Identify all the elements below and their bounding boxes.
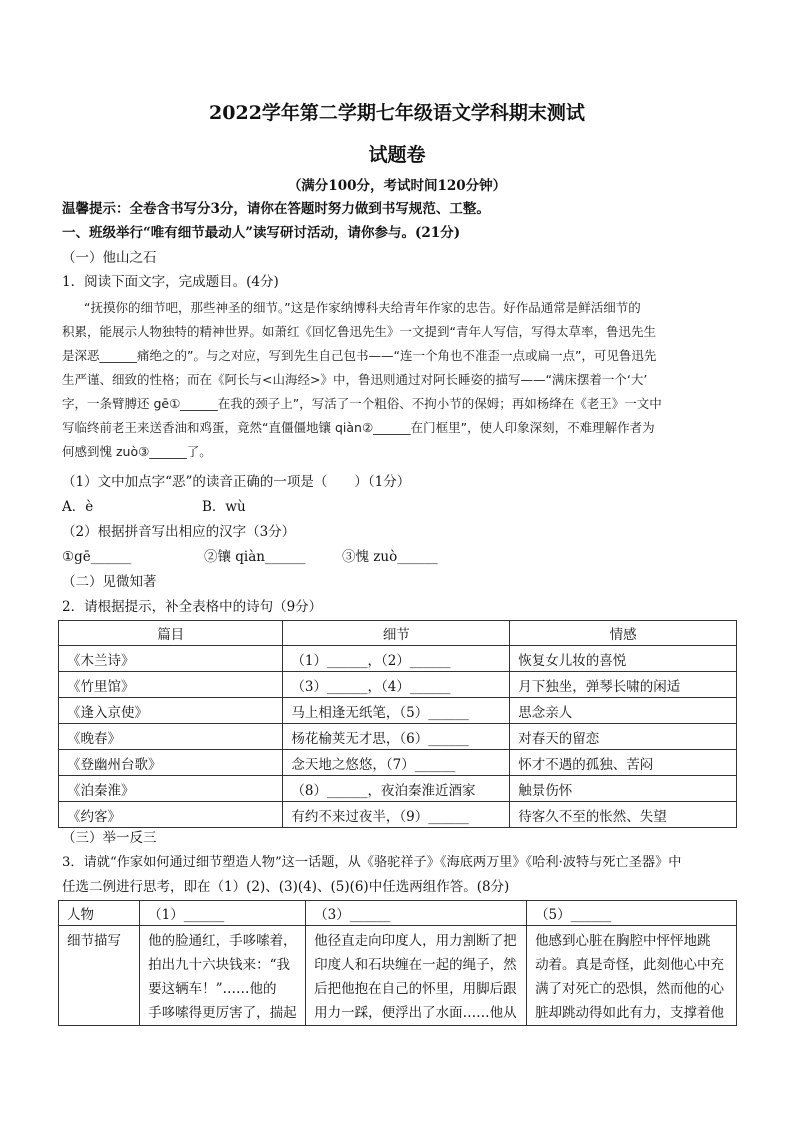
passage-line: 写临终前老王来送香油和鸡蛋，竟然“直僵僵地镶 qiàn②______在门框里”，使人印象深刻，不难理解作者为: [62, 420, 655, 435]
table-cell: （1）______，（2）______: [283, 646, 510, 672]
pinyin-blank-3: ③愧 zuò______: [342, 549, 438, 565]
table-cell: 《登幽州台歌》: [59, 750, 283, 776]
table-row: [59, 724, 737, 750]
table-cell: 触景伤怀: [510, 776, 737, 802]
poem-table: [58, 620, 737, 828]
detail-line: 动着。真是奇怪，此刻他心中充: [535, 957, 725, 973]
detail-cell: [306, 926, 527, 1026]
table-cell: 《泊秦淮》: [59, 776, 283, 802]
table-cell: 《约客》: [59, 802, 283, 828]
pinyin-blank-2: ②镶 qiàn______: [204, 549, 306, 565]
q1-title: 1．阅读下面文字，完成题目。(4分): [62, 274, 279, 290]
table-cell: 恢复女儿妆的喜悦: [510, 646, 737, 672]
column-header: 情感: [510, 621, 737, 646]
exam-title: 2022学年第二学期七年级语文学科期末测试: [209, 102, 585, 124]
column-header: 篇目: [59, 621, 283, 646]
passage-line: 是深恶______痛绝之的”。与之对应，写到先生自己包书——“连一个角也不准歪一点或扁一点”，可见鲁迅先: [62, 348, 657, 363]
table-row: [59, 901, 737, 926]
detail-line: 他感到心脏在胸腔中怦怦地跳: [535, 933, 711, 949]
part3-heading: （三）举一反三: [62, 830, 157, 846]
detail-line: 满了对死亡的恐惧，然而他的心: [535, 981, 725, 997]
part1-heading: （一）他山之石: [62, 250, 157, 266]
exam-subtitle: 试题卷: [368, 144, 426, 166]
detail-line: 他径直走向印度人，用力割断了把: [314, 933, 517, 949]
table-cell: 月下独坐，弹琴长啸的闲适: [510, 672, 737, 698]
option-b: B．wù: [202, 499, 246, 515]
detail-line: 用力一踩，便浮出了水面……他从: [314, 1005, 517, 1021]
passage-line: 字，一条臂膊还 gē①______在我的颈子上”，写活了一个粗俗、不拘小节的保姆；再如杨绛在《老王》一文中: [62, 396, 662, 411]
table-cell: 怀才不遇的孤独、苦闷: [510, 750, 737, 776]
table-cell: 《木兰诗》: [59, 646, 283, 672]
detail-cell: [527, 926, 737, 1026]
table-header-row: [59, 621, 737, 646]
column-header: 细节: [283, 621, 510, 646]
table-row: [59, 646, 737, 672]
table-cell: 杨花榆荚无才思，（6）______: [283, 724, 510, 750]
table-cell: （5）______: [527, 901, 737, 926]
table-cell: 有约不来过夜半，（9）______: [283, 802, 510, 828]
table-cell: 念天地之悠悠，（7）______: [283, 750, 510, 776]
table-row: [59, 698, 737, 724]
q3-text-line1: 3．请就“作家如何通过细节塑造人物”这一话题，从《骆驼祥子》《海底两万里》《哈利·波特与死亡圣器》中: [62, 855, 682, 870]
option-a: A．è: [62, 499, 94, 515]
section1-title: 一、班级举行“唯有细节最动人”读写研讨活动，请你参与。(21分): [62, 225, 461, 241]
table-cell: 《竹里馆》: [59, 672, 283, 698]
table-row: [59, 672, 737, 698]
character-table: [58, 900, 737, 1026]
table-row: [59, 776, 737, 802]
passage-line: 何感到愧 zuò③______了。: [62, 444, 212, 459]
table-cell: （3）______: [306, 901, 527, 926]
part2-heading: （二）见微知著: [62, 574, 157, 590]
table-row: [59, 750, 737, 776]
table-cell: 人物: [59, 901, 140, 926]
table-cell: 待客久不至的怅然、失望: [510, 802, 737, 828]
tip-text: 温馨提示：全卷含书写分3分，请你在答题时努力做到书写规范、工整。: [62, 201, 490, 217]
detail-line: 要这辆车！”……他的: [148, 981, 277, 997]
table-row: [59, 802, 737, 828]
sub-question-2: （2）根据拼音写出相应的汉字（3分）: [62, 524, 296, 540]
detail-line: 他的脸通红，手哆嗦着，: [148, 933, 297, 949]
table-cell: （8）______，夜泊秦淮近酒家: [283, 776, 510, 802]
exam-note: （满分100分，考试时间120分钟）: [287, 178, 507, 194]
q2-title: 2．请根据提示，补全表格中的诗句（9分）: [62, 599, 323, 615]
passage-line: 生严谨、细致的性格；而在《阿长与<山海经>》中，鲁迅则通过对阿长睡姿的描写——“满床摆着一个‘大’: [62, 372, 648, 387]
table-cell: （1）______: [140, 901, 306, 926]
table-cell: 思念亲人: [510, 698, 737, 724]
pinyin-blank-1: ①gē______: [62, 549, 132, 565]
table-cell: 《晚春》: [59, 724, 283, 750]
table-row: [59, 926, 737, 1026]
detail-line: 手哆嗦得更厉害了，揣起: [148, 1005, 297, 1021]
detail-cell: [140, 926, 306, 1026]
detail-line: 拍出九十六块钱来：“我: [148, 957, 291, 973]
table-cell: 对春天的留恋: [510, 724, 737, 750]
passage-line: 积累，能展示人物独特的精神世界。如萧红《回忆鲁迅先生》一文提到“青年人写信，写得太草率，鲁迅先生: [62, 324, 656, 339]
passage-line: “抚摸你的细节吧，那些神圣的细节。”这是作家纳博科夫给青年作家的忠告。好作品通常是鲜活细节的: [84, 300, 641, 315]
q3-text-line2: 任选二例进行思考，即在（1）(2)、(3)(4)、(5)(6)中任选两组作答。(8分): [62, 879, 510, 895]
detail-line: 印度人和石块缠在一起的绳子，然: [314, 957, 517, 973]
detail-line: 脏却跳动得如此有力，支撑着他: [535, 1005, 725, 1021]
table-cell: 《逢入京使》: [59, 698, 283, 724]
table-cell: 马上相逢无纸笔，（5）______: [283, 698, 510, 724]
detail-line: 后把他抱在自己的怀里，用脚后跟: [314, 981, 517, 997]
sub-question-1: （1）文中加点字“恶”的读音正确的一项是（ ）（1分）: [62, 474, 411, 490]
table-cell: 细节描写: [59, 926, 140, 1026]
table-cell: （3）______，（4）______: [283, 672, 510, 698]
reading-passage: [62, 296, 738, 464]
